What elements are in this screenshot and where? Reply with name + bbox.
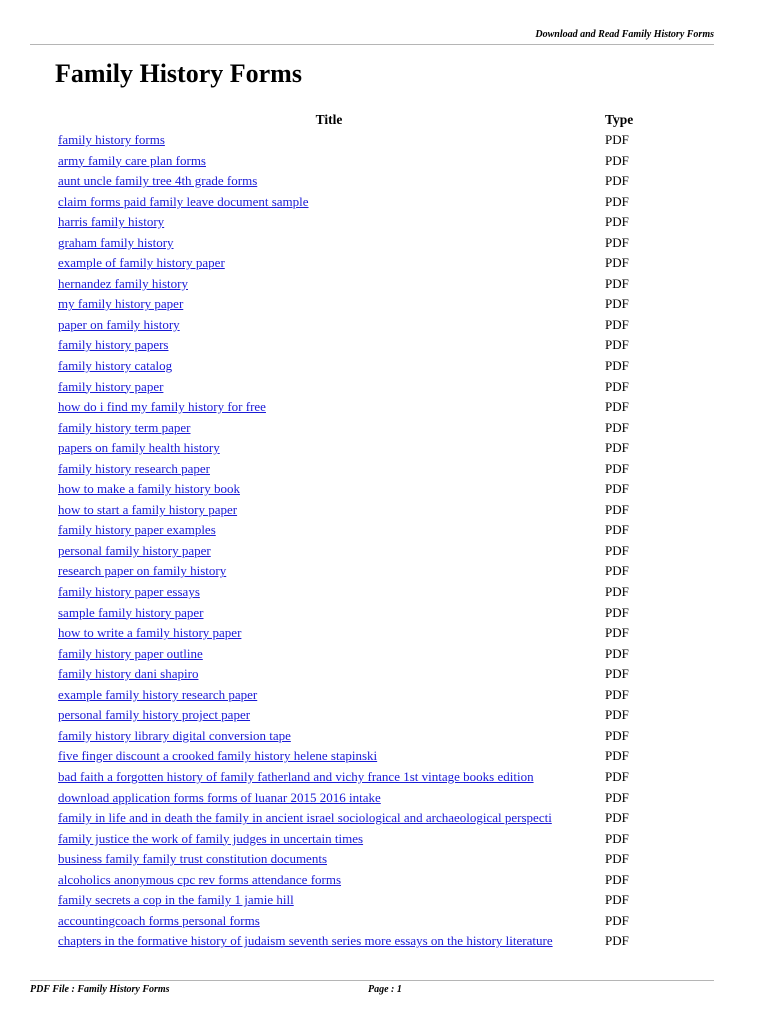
title-cell	[56, 192, 602, 213]
table-row	[56, 561, 636, 582]
title-cell	[56, 274, 602, 295]
document-link[interactable]: research paper on family history	[58, 563, 227, 579]
document-link[interactable]: my family history paper	[58, 296, 184, 312]
title-cell	[56, 253, 602, 274]
document-link[interactable]: sample family history paper	[58, 604, 204, 620]
column-header-type: Type	[605, 112, 634, 127]
table-row	[56, 705, 636, 726]
title-cell	[56, 356, 602, 377]
document-link[interactable]: paper on family history	[58, 316, 180, 332]
file-type-cell: PDF	[605, 296, 629, 312]
file-type-cell: PDF	[605, 584, 629, 600]
file-type-cell: PDF	[605, 440, 629, 456]
file-type-cell: PDF	[605, 933, 629, 949]
file-type-cell: PDF	[605, 275, 629, 291]
title-cell	[56, 911, 602, 932]
table-row	[56, 870, 636, 891]
document-link[interactable]: family history paper outline	[58, 645, 203, 661]
file-type-cell: PDF	[605, 419, 629, 435]
file-type-cell: PDF	[605, 563, 629, 579]
document-link[interactable]: family secrets a cop in the family 1 jamie hill	[58, 892, 294, 908]
table-row	[56, 335, 636, 356]
footer-page-number: Page : 1	[368, 984, 402, 995]
table-row	[56, 664, 636, 685]
document-link[interactable]: personal family history paper	[58, 542, 211, 558]
file-type-cell: PDF	[605, 666, 629, 682]
table-row	[56, 520, 636, 541]
table-row	[56, 294, 636, 315]
table-row	[56, 788, 636, 809]
title-cell	[56, 294, 602, 315]
table-row	[56, 808, 636, 829]
title-cell	[56, 459, 602, 480]
table-row	[56, 233, 636, 254]
document-link[interactable]: aunt uncle family tree 4th grade forms	[58, 173, 258, 189]
document-link[interactable]: alcoholics anonymous cpc rev forms attendance forms	[58, 871, 342, 887]
title-cell	[56, 212, 602, 233]
document-link[interactable]: family history paper	[58, 378, 164, 394]
table-row	[56, 418, 636, 439]
document-link[interactable]: business family family trust constitution documents	[58, 851, 328, 867]
title-cell	[56, 397, 602, 418]
file-type-cell: PDF	[605, 830, 629, 846]
table-row	[56, 500, 636, 521]
table-row	[56, 582, 636, 603]
title-cell	[56, 603, 602, 624]
table-row	[56, 746, 636, 767]
document-link[interactable]: family history library digital conversion tape	[58, 727, 291, 743]
document-listing-table	[56, 110, 636, 952]
footer-file-label: PDF File : Family History Forms	[30, 984, 170, 995]
document-link[interactable]: family history paper essays	[58, 584, 200, 600]
title-cell	[56, 520, 602, 541]
title-cell	[56, 788, 602, 809]
file-type-cell: PDF	[605, 214, 629, 230]
title-cell	[56, 664, 602, 685]
title-cell	[56, 233, 602, 254]
document-link[interactable]: army family care plan forms	[58, 152, 206, 168]
file-type-cell: PDF	[605, 152, 629, 168]
document-link[interactable]: download application forms forms of luanar 2015 2016 intake	[58, 789, 381, 805]
file-type-cell: PDF	[605, 727, 629, 743]
file-type-cell: PDF	[605, 871, 629, 887]
table-row	[56, 274, 636, 295]
table-row	[56, 438, 636, 459]
document-link[interactable]: how do i find my family history for free	[58, 399, 266, 415]
file-type-cell: PDF	[605, 645, 629, 661]
table-row	[56, 459, 636, 480]
document-link[interactable]: bad faith a forgotten history of family fatherland and vichy france 1st vintage books edition	[58, 768, 534, 784]
file-type-cell: PDF	[605, 337, 629, 353]
table-row	[56, 315, 636, 336]
title-cell	[56, 541, 602, 562]
table-row	[56, 541, 636, 562]
file-type-cell: PDF	[605, 810, 629, 826]
title-cell	[56, 418, 602, 439]
title-cell	[56, 151, 602, 172]
document-link[interactable]: family history forms	[58, 132, 165, 147]
file-type-cell: PDF	[605, 358, 629, 374]
table-row	[56, 644, 636, 665]
table-row	[56, 479, 636, 500]
file-type-cell: PDF	[605, 522, 629, 538]
title-cell	[56, 767, 602, 788]
title-cell	[56, 726, 602, 747]
file-type-cell: PDF	[605, 542, 629, 558]
document-link[interactable]: personal family history project paper	[58, 707, 251, 723]
document-link[interactable]: family history term paper	[58, 419, 191, 435]
title-cell	[56, 623, 602, 644]
table-row	[56, 829, 636, 850]
table-row	[56, 130, 636, 151]
header-divider	[30, 44, 714, 45]
file-type-cell: PDF	[605, 892, 629, 908]
table-row	[56, 356, 636, 377]
title-cell	[56, 931, 602, 952]
file-type-cell: PDF	[605, 460, 629, 476]
title-cell	[56, 500, 602, 521]
table-row	[56, 685, 636, 706]
file-type-cell: PDF	[605, 234, 629, 250]
title-cell	[56, 890, 602, 911]
document-link[interactable]: harris family history	[58, 214, 165, 230]
table-row	[56, 151, 636, 172]
table-row	[56, 192, 636, 213]
title-cell	[56, 746, 602, 767]
table-body	[56, 130, 636, 952]
footer-divider	[30, 980, 714, 981]
table-row	[56, 726, 636, 747]
document-link[interactable]: accountingcoach forms personal forms	[58, 912, 260, 928]
title-cell	[56, 644, 602, 665]
title-cell	[56, 335, 602, 356]
table-row	[56, 911, 636, 932]
document-link[interactable]: chapters in the formative history of judaism seventh series more essays on the history literature	[58, 933, 553, 949]
document-link[interactable]: family in life and in death the family in ancient israel sociological and archaeological perspecti	[58, 810, 552, 826]
file-type-cell: PDF	[605, 912, 629, 928]
title-cell	[56, 705, 602, 726]
file-type-cell: PDF	[605, 686, 629, 702]
table-row	[56, 603, 636, 624]
document-link[interactable]: family history papers	[58, 337, 169, 353]
file-type-cell: PDF	[605, 255, 629, 271]
file-type-cell: PDF	[605, 378, 629, 394]
document-link[interactable]: family justice the work of family judges in uncertain times	[58, 830, 364, 846]
table-row	[56, 623, 636, 644]
table-row	[56, 212, 636, 233]
table-row	[56, 377, 636, 398]
file-type-cell: PDF	[605, 132, 629, 147]
document-link[interactable]: hernandez family history	[58, 275, 188, 291]
table-row	[56, 767, 636, 788]
file-type-cell: PDF	[605, 748, 629, 764]
document-link[interactable]: how to write a family history paper	[58, 625, 242, 641]
file-type-cell: PDF	[605, 625, 629, 641]
document-link[interactable]: five finger discount a crooked family history helene stapinski	[58, 748, 378, 764]
document-link[interactable]: how to make a family history book	[58, 481, 240, 497]
title-cell	[56, 561, 602, 582]
document-link[interactable]: papers on family health history	[58, 440, 220, 456]
document-link[interactable]: how to start a family history paper	[58, 501, 238, 517]
document-link[interactable]: family history research paper	[58, 460, 210, 476]
title-cell	[56, 582, 602, 603]
file-type-cell: PDF	[605, 173, 629, 189]
file-type-cell: PDF	[605, 193, 629, 209]
title-cell	[56, 849, 602, 870]
document-link[interactable]: example family history research paper	[58, 686, 258, 702]
title-cell	[56, 438, 602, 459]
document-title: Family History Forms	[55, 59, 302, 88]
table-row	[56, 931, 636, 952]
table-row	[56, 171, 636, 192]
document-link[interactable]: example of family history paper	[58, 255, 225, 271]
file-type-cell: PDF	[605, 316, 629, 332]
title-cell	[56, 130, 602, 151]
table-row	[56, 253, 636, 274]
file-type-cell: PDF	[605, 789, 629, 805]
document-link[interactable]: family history dani shapiro	[58, 666, 199, 682]
file-type-cell: PDF	[605, 501, 629, 517]
title-cell	[56, 377, 602, 398]
document-link[interactable]: family history paper examples	[58, 522, 216, 538]
column-header-title: Title	[315, 112, 343, 127]
file-type-cell: PDF	[605, 604, 629, 620]
title-cell	[56, 315, 602, 336]
table-row	[56, 890, 636, 911]
file-type-cell: PDF	[605, 399, 629, 415]
document-link[interactable]: claim forms paid family leave document sample	[58, 193, 309, 209]
file-type-cell: PDF	[605, 481, 629, 497]
running-header: Download and Read Family History Forms	[535, 29, 714, 40]
file-type-cell: PDF	[605, 768, 629, 784]
table-row	[56, 849, 636, 870]
title-cell	[56, 829, 602, 850]
title-cell	[56, 870, 602, 891]
title-cell	[56, 479, 602, 500]
file-type-cell: PDF	[605, 851, 629, 867]
title-cell	[56, 685, 602, 706]
document-link[interactable]: graham family history	[58, 234, 174, 250]
file-type-cell: PDF	[605, 707, 629, 723]
title-cell	[56, 808, 602, 829]
document-link[interactable]: family history catalog	[58, 358, 173, 374]
table-row	[56, 397, 636, 418]
title-cell	[56, 171, 602, 192]
table-header-row	[56, 110, 636, 130]
